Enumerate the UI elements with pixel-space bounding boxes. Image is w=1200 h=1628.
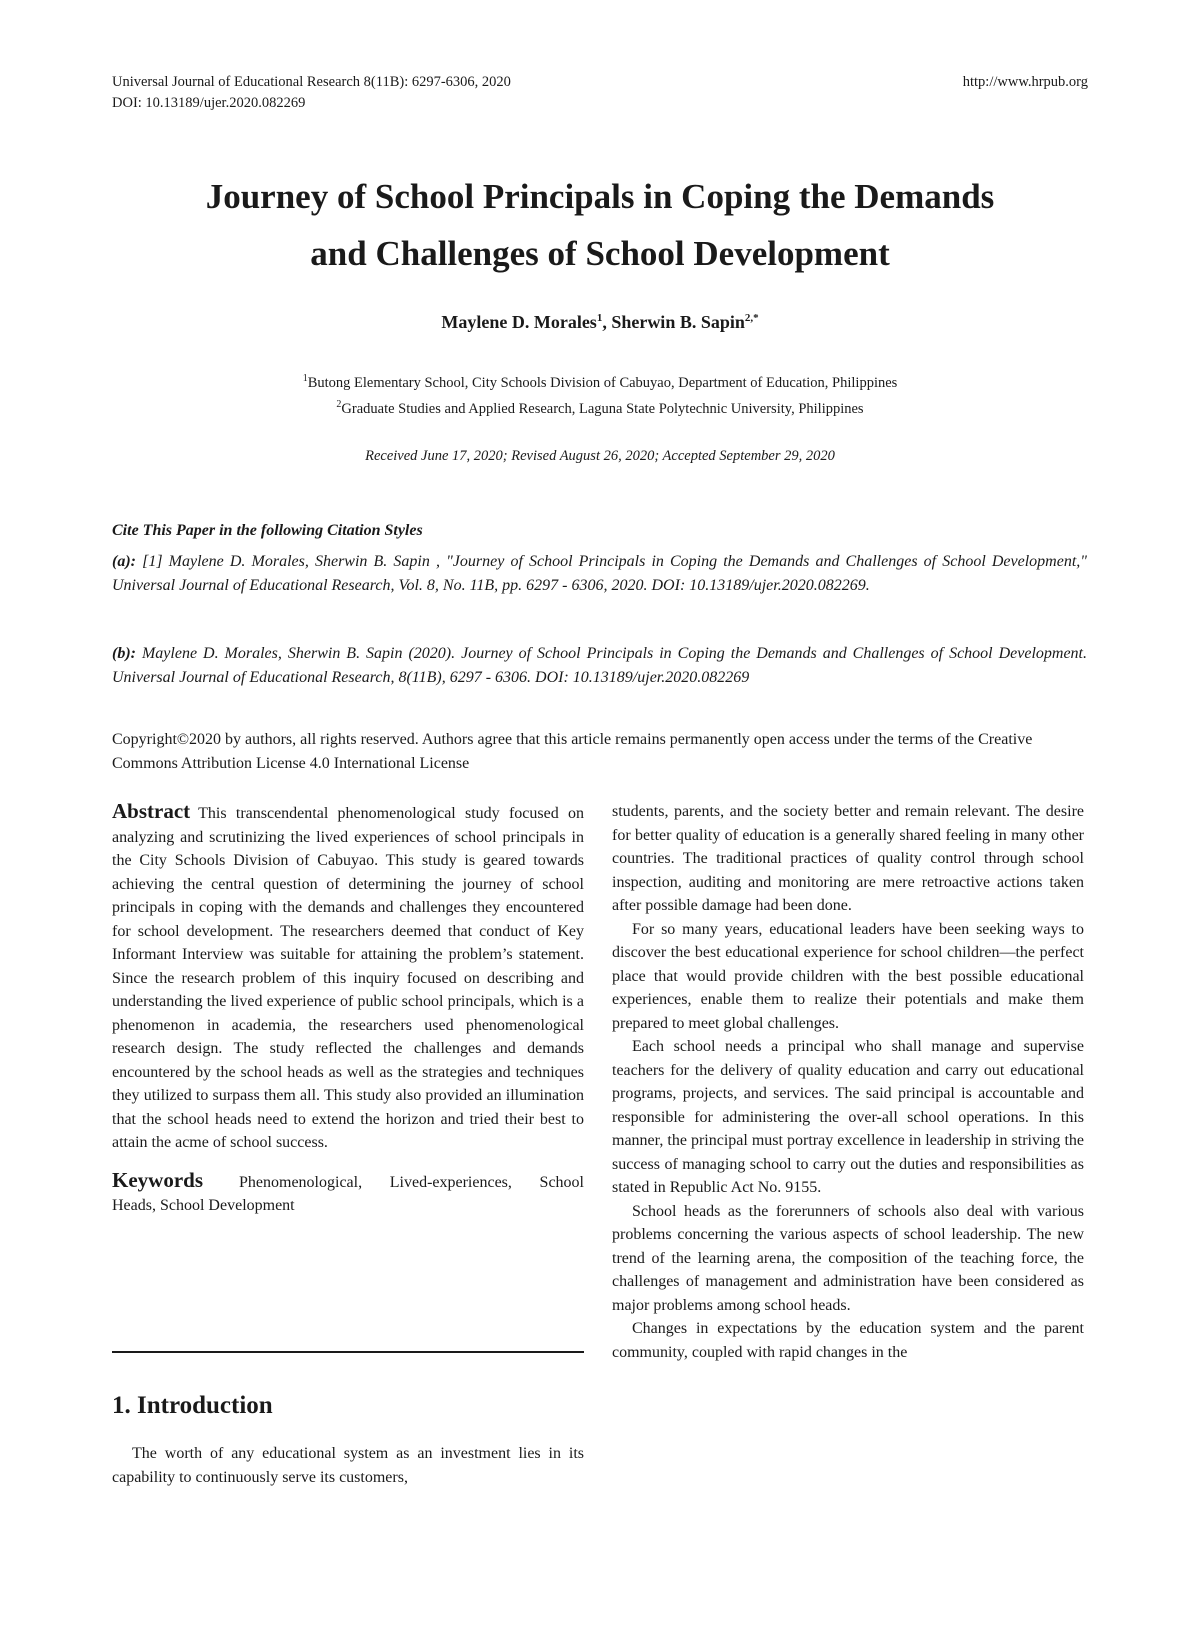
section-divider: [112, 1351, 584, 1353]
paper-title: [60, 168, 1140, 282]
author-affil-marker: 1: [596, 312, 603, 324]
doi-line: DOI: 10.13189/ujer.2020.082269: [112, 95, 306, 111]
section-heading-introduction: 1. Introduction: [112, 1392, 273, 1419]
body-paragraph: Each school needs a principal who shall manage and supervise teachers for the delivery of quality education and carry out educational programs, projects, and services. The said principal is accountable and responsible for administering the over-all school operations. In this manner, the principal must portray excellence in leadership in striving the success of managing school to carry out the duties and responsibilities as stated in Republic Act No. 9155.: [612, 1038, 1084, 1196]
journal-url[interactable]: http://www.hrpub.org: [962, 74, 1088, 90]
body-paragraph: Changes in expectations by the education system and the parent community, coupled with rapid changes in the: [612, 1320, 1084, 1361]
citation-tag: (a):: [112, 553, 136, 570]
author-name: Maylene D. Morales: [441, 312, 597, 332]
abstract-text: This transcendental phenomenological study focused on analyzing and scrutinizing the lived experiences of school principals in the City Schools Division of Cabuyao. This study is geared towards achieving the central question of determining the journey of school principals in coping with the demands and challenges they encountered for school development. The researchers deemed that conduct of Key Informant Interview was suitable for attaining the problem’s statement. Since the research problem of this inquiry focused on describing and understanding the lived experience of public school principals, which is a phenomenon in academia, the researchers used phenomenological research design. The study reflected the challenges and demands encountered by the school heads as well as the strategies and techniques they utilized to surpass them all. This study also provided an illumination that the school heads need to extend the horizon and tried their best to attain the acme of school success.: [112, 805, 584, 1151]
body-paragraph: For so many years, educational leaders have been seeking ways to discover the best educational experience for school children—the perfect place that would provide children with the best possible educational experiences, enable them to realize their potentials and make them prepared to meet global challenges.: [612, 920, 1084, 1032]
right-column: [612, 800, 1084, 1364]
author-name: Sherwin B. Sapin: [611, 312, 745, 332]
abstract-heading: Abstract: [112, 799, 191, 823]
introduction-body: [112, 1442, 584, 1489]
author-separator: ,: [602, 312, 612, 332]
abstract: [112, 800, 584, 1155]
title-line-1: Journey of School Principals in Coping the Demands: [205, 177, 995, 216]
journal-line: Universal Journal of Educational Research 8(11B): 6297-6306, 2020: [112, 74, 511, 90]
body-paragraph: The worth of any educational system as an investment lies in its capability to continuously serve its customers,: [112, 1445, 584, 1486]
citation-tag: (b):: [112, 645, 136, 662]
body-paragraph: students, parents, and the society better and remain relevant. The desire for better quality of education is a generally shared feeling in many other countries. The traditional practices of quality control through school inspection, auditing and monitoring are mere retroactive actions taken after possible damage had been done.: [612, 803, 1084, 914]
body-paragraph: School heads as the forerunners of schools also deal with various problems concerning the various aspects of school leadership. The new trend of the learning arena, the composition of the teaching force, the challenges of management and administration have been considered as major problems among school heads.: [612, 1202, 1084, 1314]
affiliation-text: Butong Elementary School, City Schools Division of Cabuyao, Department of Education, Philippines: [307, 374, 898, 391]
keywords-heading: Keywords: [112, 1167, 203, 1192]
title-line-2: and Challenges of School Development: [310, 234, 890, 273]
affiliation-text: Graduate Studies and Applied Research, Laguna State Polytechnic University, Philippines: [341, 400, 864, 417]
affiliation: [0, 394, 1200, 420]
citation-text: Maylene D. Morales, Sherwin B. Sapin (2020). Journey of School Principals in Coping the Demands and Challenges of School Development. Universal Journal of Educational Research, 8(11B), 6297 - 6306. DOI: 10.13189/ujer.2020.082269: [112, 645, 1087, 686]
keywords-text: Phenomenological, Lived-experiences, School Heads, School Development: [112, 1173, 584, 1214]
author-list: [0, 312, 1200, 333]
affiliations: [0, 368, 1200, 420]
citation-heading: Cite This Paper in the following Citation Styles: [112, 522, 423, 539]
publication-dates: Received June 17, 2020; Revised August 26, 2020; Accepted September 29, 2020: [365, 448, 835, 464]
copyright-notice: Copyright©2020 by authors, all rights reserved. Authors agree that this article remains permanently open access under the terms of the Creative Commons Attribution License 4.0 International License: [112, 731, 1033, 772]
author-affil-marker: 2,*: [744, 312, 759, 324]
left-column: [112, 800, 584, 1218]
citation-text: [1] Maylene D. Morales, Sherwin B. Sapin , "Journey of School Principals in Coping the Demands and Challenges of School Development," Universal Journal of Educational Research, Vol. 8, No. 11B, pp. 6297 - 6306, 2020. DOI: 10.13189/ujer.2020.082269.: [112, 553, 1087, 594]
affiliation-marker: 2: [336, 398, 342, 410]
citation-style-b: [112, 642, 1087, 689]
citation-style-a: [112, 550, 1087, 597]
keywords: [112, 1169, 584, 1218]
affiliation: [0, 368, 1200, 394]
affiliation-marker: 1: [302, 373, 308, 384]
